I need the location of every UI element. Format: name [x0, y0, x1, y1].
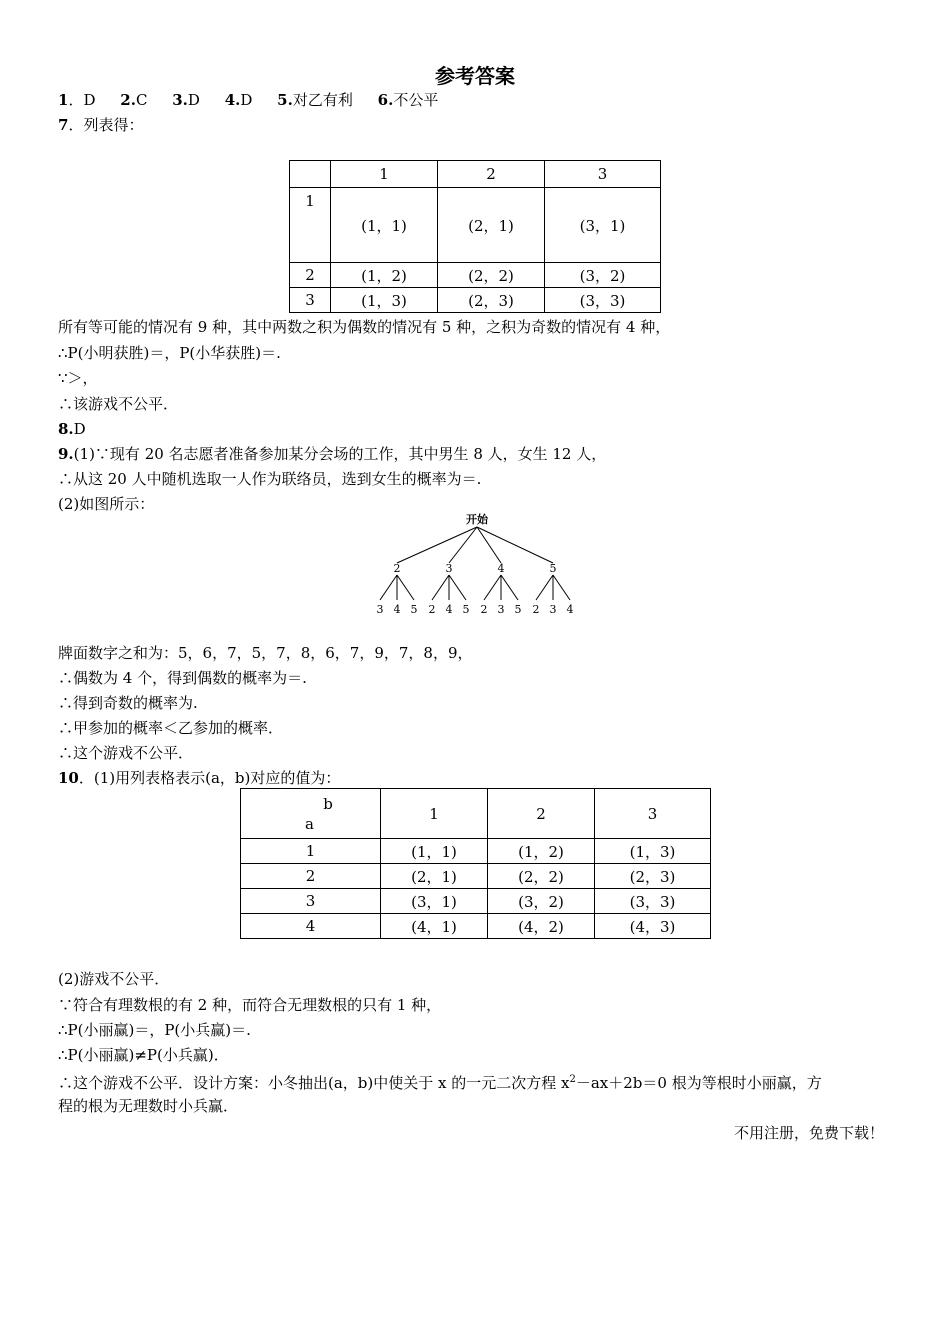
tree-leaf: 4 — [445, 603, 453, 616]
q10-table — [240, 788, 711, 939]
table-cell: (3，3) — [595, 889, 711, 914]
answer-number: 2. — [120, 91, 136, 109]
tree-root-label: 开始 — [466, 513, 488, 526]
table-cell: 2 — [290, 263, 331, 288]
table-row — [241, 839, 711, 864]
table-row — [290, 263, 661, 288]
table-cell: (2，2) — [488, 864, 595, 889]
q9-line1: 9.(1)∵现有 20 名志愿者准备参加某分会场的工作，其中男生 8 人，女生 12 人， — [58, 445, 607, 463]
table-cell: (2，1) — [381, 864, 488, 889]
answer-number: 6. — [377, 91, 394, 109]
tree-node: 5 — [549, 562, 557, 575]
q7-line: ∴该游戏不公平． — [58, 395, 179, 413]
answer-value: 不公平 — [393, 91, 439, 109]
q10-design-line2: 程的根为无理数时小兵赢． — [58, 1097, 239, 1115]
tree-node: 2 — [393, 562, 401, 575]
answers-1-6: 1．D 2.C 3.D 4.D 5.对乙有利 6.不公平 — [58, 91, 439, 109]
q9-line: ∴偶数为 4 个，得到偶数的概率为＝. — [58, 669, 307, 687]
table-cell: (3，3) — [545, 288, 661, 313]
table-cell: (2，1) — [438, 188, 545, 263]
q7-table — [289, 160, 661, 313]
q7-line: ∴P(小明获胜)＝，P(小华获胜)＝. — [58, 344, 281, 362]
tree-leaf: 4 — [393, 603, 401, 616]
table-row — [290, 288, 661, 313]
table-cell: (3，1) — [381, 889, 488, 914]
answer-value: C — [135, 91, 148, 109]
table-cell: (4，1) — [381, 914, 488, 939]
answer-value: D — [83, 91, 96, 109]
table-header-cell: 3 — [545, 161, 661, 188]
table-cell: (3，2) — [488, 889, 595, 914]
table-cell: (2，3) — [595, 864, 711, 889]
tree-leaf: 3 — [549, 603, 557, 616]
q10-intro: 10．(1)用列表格表示(a，b)对应的值为： — [58, 769, 341, 787]
q10-line: ∴P(小丽赢)≠P(小兵赢)． — [58, 1046, 229, 1064]
table-corner-cell: b a — [241, 789, 381, 839]
footer-note: 不用注册，免费下载！ — [733, 1124, 884, 1142]
table-cell — [290, 161, 331, 188]
answer-number: 5. — [277, 91, 293, 109]
table-cell: (2，2) — [438, 263, 545, 288]
table-row — [241, 889, 711, 914]
q9-line3: (2)如图所示： — [58, 495, 155, 513]
tree-leaf: 3 — [497, 603, 505, 616]
page-title: 参考答案 — [435, 64, 515, 88]
q10-design-line: ∴这个游戏不公平．设计方案：小冬抽出(a，b)中使关于 x 的一元二次方程 $x^2-ax+2b=0$ 根为等根时小丽赢，方 — [58, 1074, 822, 1092]
q7-intro: 7．列表得： — [58, 116, 144, 134]
table-cell: (1，2) — [488, 839, 595, 864]
q9-line2: ∴从这 20 人中随机选取一人作为联络员，选到女生的概率为＝. — [58, 470, 482, 488]
table-cell: (1，1) — [331, 188, 438, 263]
tree-leaf: 5 — [410, 603, 418, 616]
tree-leaf: 2 — [532, 603, 540, 616]
q10-line: ∵符合有理数根的有 2 种，而符合无理数根的只有 1 种， — [58, 996, 442, 1014]
table-cell: (3，1) — [545, 188, 661, 263]
tree-leaf: 2 — [428, 603, 436, 616]
tree-node: 3 — [445, 562, 453, 575]
q7-line: ∵＞， — [58, 369, 98, 387]
q7-line: 所有等可能的情况有 9 种，其中两数之积为偶数的情况有 5 种，之积为奇数的情况有 4 种， — [58, 318, 671, 336]
table-header-cell: 1 — [331, 161, 438, 188]
table-header-cell: 2 — [438, 161, 545, 188]
q10-line: ∴P(小丽赢)＝，P(小兵赢)＝. — [58, 1021, 251, 1039]
table-cell: 4 — [241, 914, 381, 939]
tree-leaf: 3 — [376, 603, 384, 616]
answer-number: 3. — [172, 91, 188, 109]
table-row — [241, 864, 711, 889]
tree-leaf: 2 — [480, 603, 488, 616]
answer-value: D — [187, 91, 200, 109]
table-cell: (1，3) — [595, 839, 711, 864]
table-cell: (4，3) — [595, 914, 711, 939]
tree-leaf: 4 — [566, 603, 574, 616]
table-cell: 1 — [241, 839, 381, 864]
table-header-cell: 3 — [595, 789, 711, 839]
tree-diagram — [370, 510, 590, 618]
answer-number: 1 — [58, 91, 69, 109]
table-cell: 3 — [241, 889, 381, 914]
table-row — [290, 188, 661, 263]
table-cell: (1，1) — [381, 839, 488, 864]
answer-number: 4. — [224, 91, 241, 109]
q9-line: ∴得到奇数的概率为. — [58, 694, 198, 712]
table-cell: (1，2) — [331, 263, 438, 288]
table-cell: 2 — [241, 864, 381, 889]
table-row — [241, 914, 711, 939]
table-header-cell: 2 — [488, 789, 595, 839]
q9-line: ∴甲参加的概率＜乙参加的概率． — [58, 719, 284, 737]
q10-line: (2)游戏不公平． — [58, 970, 170, 988]
table-cell: (1，3) — [331, 288, 438, 313]
tree-leaf: 5 — [462, 603, 470, 616]
q9-line: ∴这个游戏不公平． — [58, 744, 194, 762]
table-cell: (4，2) — [488, 914, 595, 939]
q9-line: 牌面数字之和为：5，6，7，5，7，8，6，7，9，7，8，9， — [58, 644, 473, 662]
answer-value: 对乙有利 — [292, 91, 353, 109]
table-header-cell: 1 — [381, 789, 488, 839]
answer-value: D — [240, 91, 253, 109]
tree-leaf: 5 — [514, 603, 522, 616]
q8-answer: 8.D — [58, 420, 86, 438]
table-cell: 3 — [290, 288, 331, 313]
table-cell: (2，3) — [438, 288, 545, 313]
table-cell: 1 — [290, 188, 331, 263]
tree-node: 4 — [497, 562, 505, 575]
table-cell: (3，2) — [545, 263, 661, 288]
